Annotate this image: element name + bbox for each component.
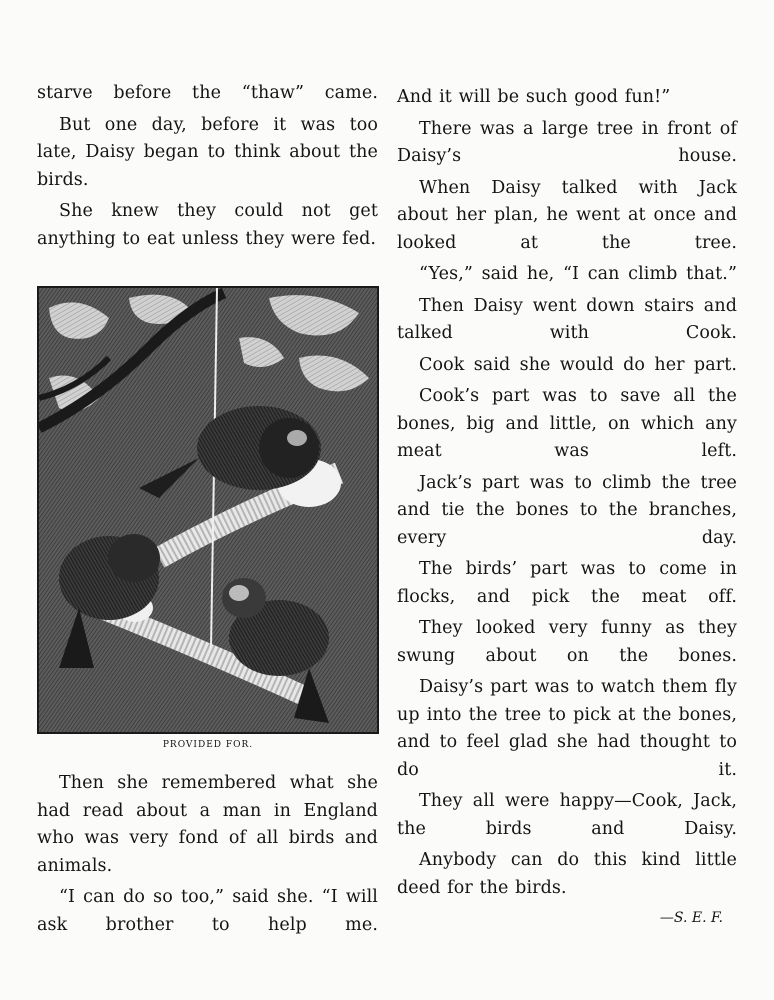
paragraph: “Yes,” said he, “I can climb that.” — [419, 264, 737, 284]
illustration-caption: PROVIDED FOR. — [162, 740, 254, 750]
left-column-bottom — [37, 770, 378, 943]
paragraph: They looked very funny as they swung about on the bones. — [397, 618, 737, 666]
paragraph: And it will be such good fun!” — [397, 87, 671, 107]
paragraph: Jack’s part was to climb the tree and tie the bones to the branches, every day. — [397, 472, 737, 548]
bird-engraving-illustration — [37, 286, 379, 734]
paragraph: Cook said she would do her part. — [419, 354, 737, 375]
paragraph: Cook’s part was to save all the bones, big and little, on which any meat was left. — [397, 386, 737, 461]
paragraph: “I can do so too,” said she. “I will ask brother to help me. — [37, 887, 378, 935]
paragraph: Daisy’s part was to watch them fly up into the tree to pick at the bones, and to feel glad she had thought to do it. — [397, 677, 737, 780]
paragraph: They all were happy—Cook, Jack, the birds and Daisy. — [397, 791, 737, 839]
paragraph: But one day, before it was too late, Daisy began to think about the birds. — [37, 114, 378, 190]
paragraph: When Daisy talked with Jack about her plan, he went at once and looked at the tree. — [397, 177, 737, 253]
paragraph: Then she remembered what she had read about a man in England who was very fond of all birds and animals. — [37, 773, 378, 876]
paragraph: She knew they could not get anything to eat unless they were fed. — [37, 201, 378, 249]
author-signature: —S. E. F. — [659, 910, 723, 926]
paragraph: The birds’ part was to come in flocks, and pick the meat off. — [397, 559, 737, 607]
paragraph: Anybody can do this kind little deed for the birds. — [397, 850, 737, 898]
right-column — [397, 84, 737, 906]
paragraph: There was a large tree in front of Daisy’s house. — [397, 118, 737, 166]
left-column-top — [37, 80, 378, 257]
paragraph: Then Daisy went down stairs and talked with Cook. — [397, 295, 737, 343]
paragraph: starve before the “thaw” came. — [37, 83, 378, 103]
